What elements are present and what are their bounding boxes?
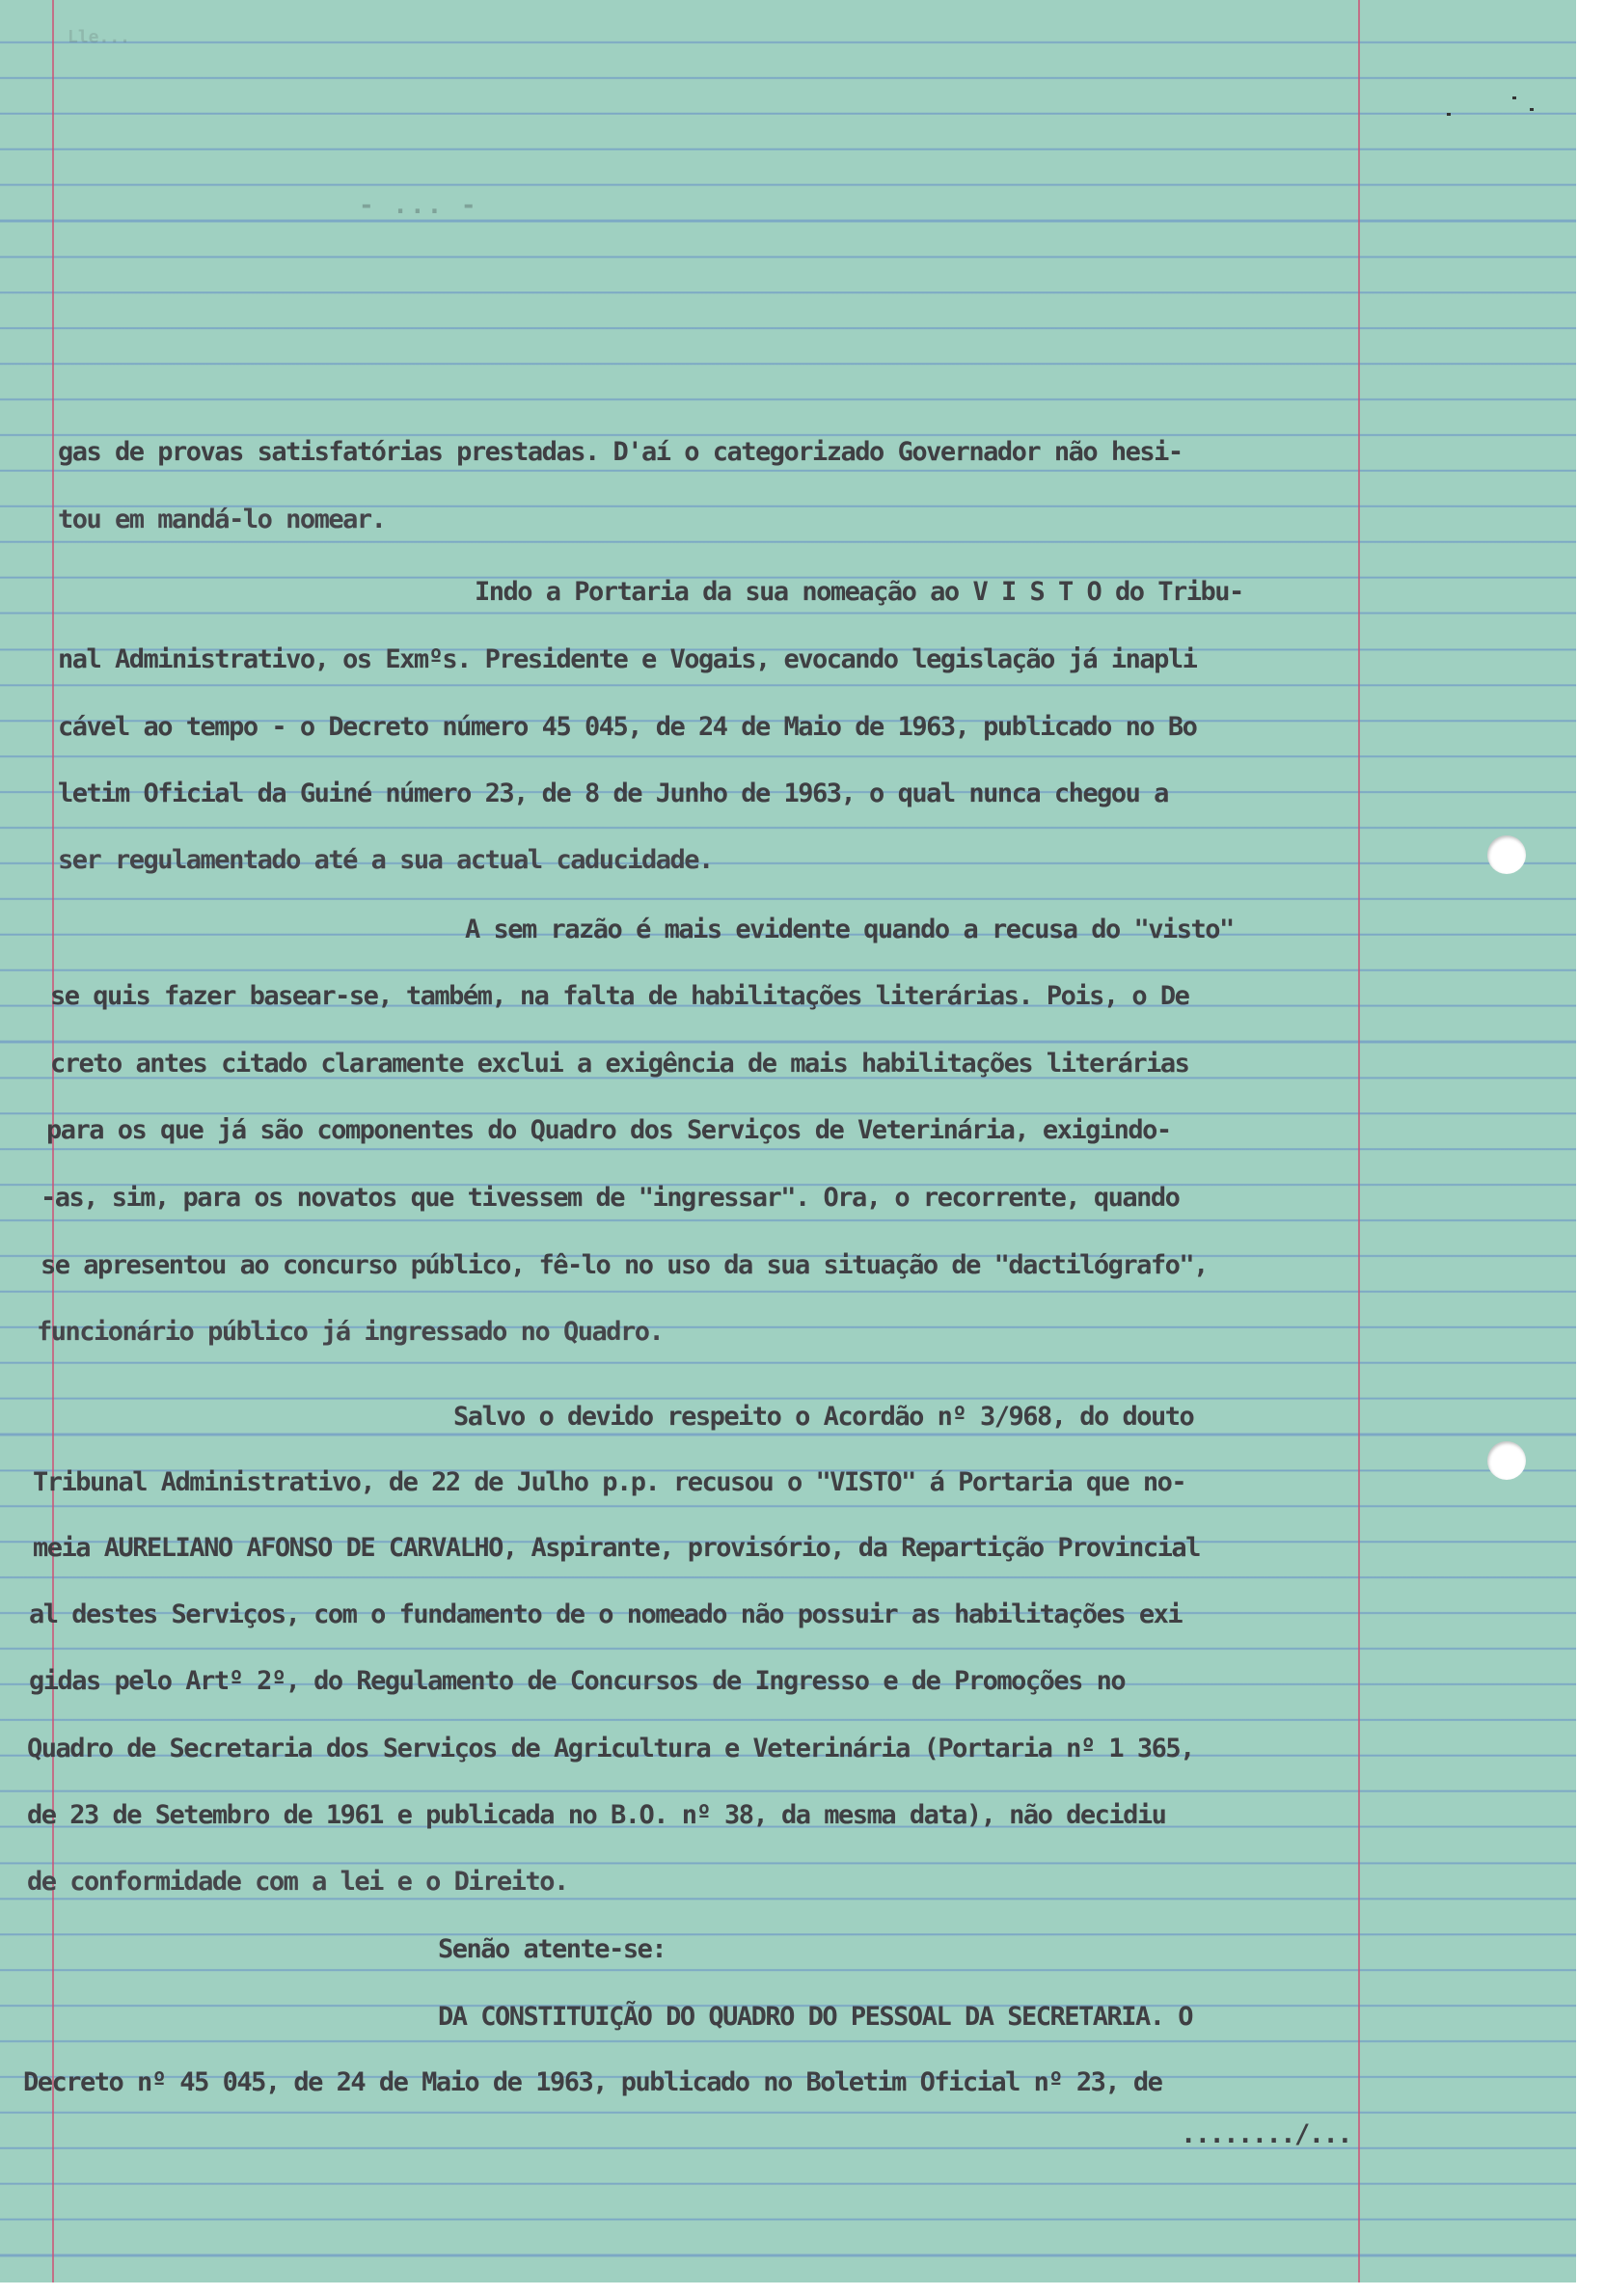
faint-page-heading: - ... - (359, 191, 478, 220)
typed-line: ser regulamentado até a sua actual caducidade. (58, 845, 713, 875)
typed-line: se apresentou ao concurso público, fê-lo no uso da sua situação de "dactilógrafo", (41, 1250, 1208, 1280)
stray-mark (1447, 113, 1451, 116)
typed-line: nal Administrativo, os Exmºs. Presidente e Vogais, evocando legislação já inapli (58, 644, 1197, 674)
typed-line: de 23 de Setembro de 1961 e publicada no B.O. nº 38, da mesma data), não decidiu (27, 1800, 1166, 1830)
typed-line: se quis fazer basear-se, também, na falta de habilitações literárias. Pois, o De (50, 981, 1189, 1011)
typed-line: de conformidade com a lei e o Direito. (27, 1867, 568, 1897)
typed-line: gas de provas satisfatórias prestadas. D'aí o categorizado Governador não hesi- (58, 437, 1183, 467)
typed-line: gidas pelo Artº 2º, do Regulamento de Concursos de Ingresso e de Promoções no (29, 1666, 1126, 1696)
typed-line: Salvo o devido respeito o Acordão nº 3/968, do douto (453, 1402, 1194, 1432)
typed-line: funcionário público já ingressado no Quadro. (37, 1317, 664, 1347)
typed-line: al destes Serviços, com o fundamento de o nomeado não possuir as habilitações exi (29, 1599, 1183, 1629)
faint-corner-mark: Lle... (68, 27, 131, 47)
typed-line: tou em mandá-lo nomear. (58, 505, 386, 534)
typed-line: Senão atente-se: (438, 1934, 666, 1964)
typed-line: -as, sim, para os novatos que tivessem de "ingressar". Ora, o recorrente, quando (41, 1183, 1180, 1213)
typed-line: Tribunal Administrativo, de 22 de Julho p.p. recusou o "VISTO" á Portaria que no- (33, 1467, 1186, 1497)
typed-line: letim Oficial da Guiné número 23, de 8 de Junho de 1963, o qual nunca chegou a (58, 779, 1168, 808)
scan-edge-bottom (0, 2282, 1605, 2296)
typed-line: para os que já são componentes do Quadro dos Serviços de Veterinária, exigindo- (46, 1115, 1171, 1145)
continuation-mark: ......../... (1181, 2119, 1352, 2149)
punch-hole-lower (1487, 1441, 1526, 1480)
typed-line: Indo a Portaria da sua nomeação ao V I S T O do Tribu- (475, 577, 1243, 607)
typed-line: DA CONSTITUIÇÃO DO QUADRO DO PESSOAL DA SECRETARIA. O (438, 2002, 1193, 2032)
typed-line: Decreto nº 45 045, de 24 de Maio de 1963, publicado no Boletim Oficial nº 23, de (23, 2067, 1162, 2097)
scan-edge-right (1576, 0, 1605, 2296)
typed-line: meia AURELIANO AFONSO DE CARVALHO, Aspirante, provisório, da Repartição Provincial (33, 1533, 1200, 1563)
punch-hole-upper (1487, 835, 1526, 874)
typed-line: cável ao tempo - o Decreto número 45 045, de 24 de Maio de 1963, publicado no Bo (58, 712, 1197, 742)
typed-line: Quadro de Secretaria dos Serviços de Agricultura e Veterinária (Portaria nº 1 365, (27, 1734, 1194, 1763)
typed-line: A sem razão é mais evidente quando a recusa do "visto" (465, 915, 1234, 944)
stray-mark (1530, 108, 1534, 111)
right-margin-rule (1358, 0, 1360, 2282)
typed-line: creto antes citado claramente exclui a exigência de mais habilitações literárias (50, 1049, 1189, 1079)
stray-mark (1512, 96, 1516, 99)
